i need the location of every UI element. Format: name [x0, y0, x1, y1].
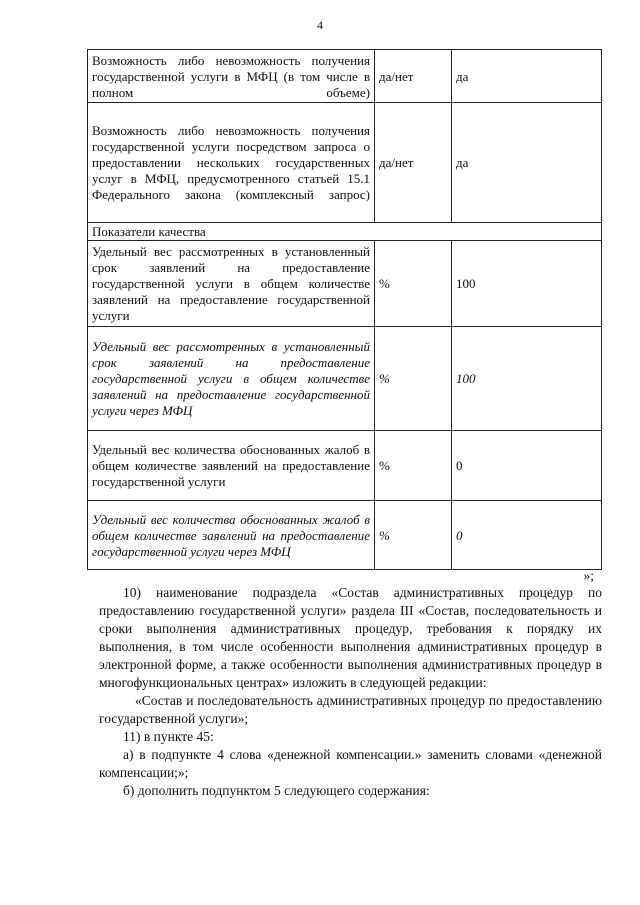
indicator-name: Удельный вес количества обоснованных жалоб в общем количестве заявлений на предоставление государственной услуги [88, 431, 375, 501]
indicator-value: 100 [452, 241, 602, 327]
indicator-unit: % [375, 431, 452, 501]
table-section-row [88, 223, 602, 241]
paragraph: «Состав и последовательность административных процедур по предоставлению государственной услуги»; [99, 693, 602, 726]
paragraph: а) в подпункте 4 слова «денежной компенсации.» заменить словами «денежной компенсации;»; [99, 747, 602, 780]
indicator-unit: % [375, 327, 452, 431]
table-row [88, 103, 602, 223]
indicator-name: Удельный вес количества обоснованных жалоб в общем количестве заявлений на предоставление государственной услуги через МФЦ [88, 501, 375, 570]
table-row [88, 241, 602, 327]
table-closing-quote: »; [583, 568, 594, 583]
table-row [88, 327, 602, 431]
body-text [99, 584, 602, 800]
indicator-name: Удельный вес рассмотренных в установленный срок заявлений на предоставление государственной услуги в общем количестве заявлений на предоставление государственной услуги через МФЦ [88, 327, 375, 431]
paragraph: б) дополнить подпунктом 5 следующего содержания: [123, 783, 430, 798]
indicator-name: Возможность либо невозможность получения государственной услуги посредством запроса о предоставлении нескольких государственных услуг в МФЦ, предусмотренного статьей 15.1 Федерального закона (комплексный запрос) [88, 103, 375, 223]
indicator-name: Возможность либо невозможность получения государственной услуги в МФЦ (в том числе в полном объеме) [88, 50, 375, 103]
indicator-value: 100 [452, 327, 602, 431]
page-number: 4 [317, 18, 323, 32]
indicator-unit: % [375, 501, 452, 570]
paragraph: 11) в пункте 45: [123, 729, 214, 744]
indicator-name: Удельный вес рассмотренных в установленный срок заявлений на предоставление государственной услуги в общем количестве заявлений на предоставление государственной услуги [88, 241, 375, 327]
table-row [88, 501, 602, 570]
indicator-value: да [452, 50, 602, 103]
indicator-unit: да/нет [375, 103, 452, 223]
section-title: Показатели качества [88, 223, 602, 241]
indicator-unit: % [375, 241, 452, 327]
indicator-unit: да/нет [375, 50, 452, 103]
paragraph: 10) наименование подраздела «Состав административных процедур по предоставлению государственной услуги» раздела III «Состав, последовательность и сроки выполнения административных процедур, требования к порядку их выполнения, в том числе особенности выполнения административных процедур в электронной форме, а также особенности выполнения административных процедур в многофункциональных центрах» изложить в следующей редакции: [99, 585, 602, 690]
indicator-value: 0 [452, 501, 602, 570]
table-row [88, 431, 602, 501]
indicator-value: да [452, 103, 602, 223]
indicators-table [87, 49, 602, 570]
indicator-value: 0 [452, 431, 602, 501]
table-row [88, 50, 602, 103]
